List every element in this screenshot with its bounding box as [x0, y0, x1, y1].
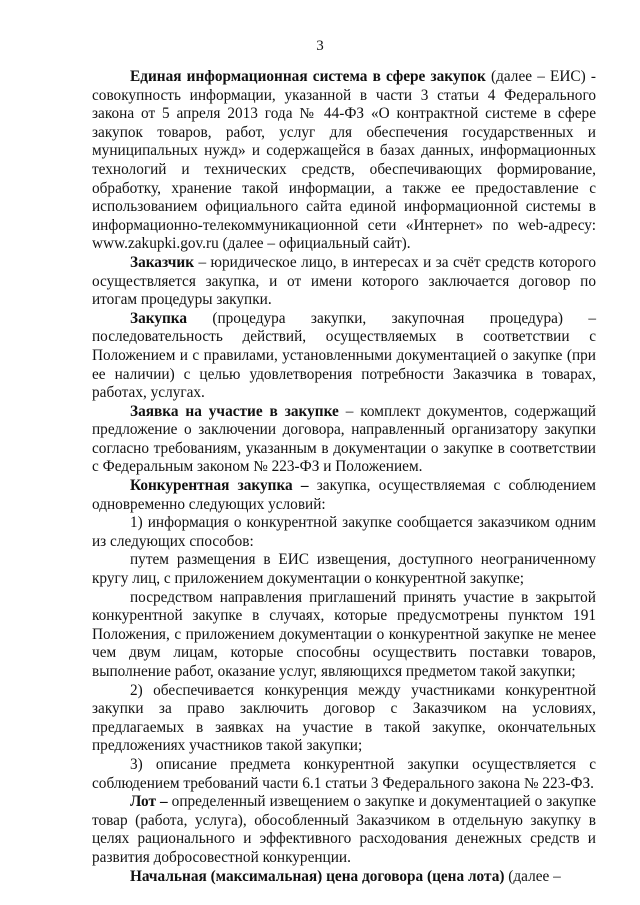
- term: Конкурентная закупка –: [130, 477, 309, 495]
- list-paragraph: [92, 551, 596, 588]
- paragraph-text: 2) обеспечивается конкуренция между участниками конкурентной закупки за право заключить договор с Заказчиком на условиях, предлагаемых в заявках на участие в такой закупке, окончательных предложениях участников такой закупки;: [92, 681, 596, 755]
- term: Лот –: [130, 793, 168, 811]
- document-body: [92, 68, 596, 886]
- page-number: 3: [316, 38, 324, 54]
- paragraph-text: путем размещения в ЕИС извещения, доступного неограниченному кругу лиц, с приложением документации о конкурентной закупке;: [92, 551, 596, 588]
- term: Закупка: [130, 309, 188, 327]
- definition-paragraph-customer: [92, 254, 596, 310]
- paragraph-text: 1) информация о конкурентной закупке сообщается заказчиком одним из следующих способов:: [92, 514, 596, 550]
- term: Заявка на участие в закупке: [130, 402, 339, 420]
- definition-text: – комплект документов, содержащий предложение о заключении договора, направленный организатору закупки согласно требованиям, указанным в документации о закупке в соответствии с Федеральным законом № 223-ФЗ и Положением.: [92, 402, 596, 476]
- definition-text: определенный извещением о закупке и документацией о закупке товар (работа, услуга), обособленный Заказчиком в отдельную закупку в целях рационального и эффективного расходования денежных средств и развития добросовестной конкуренции.: [92, 793, 596, 866]
- definition-paragraph-competitive: [92, 477, 596, 514]
- term: Единая информационная система в сфере закупок: [130, 68, 486, 85]
- definition-text: (далее – ЕИС) - совокупность информации, указанной в части 3 статьи 4 Федерального закона от 5 апреля 2013 года № 44-ФЗ «О контрактной системе в сфере закупок товаров, работ, услуг для обеспечения государственных и муниципальных нужд» и содержащейся в базах данных, информационных технологий и технических средств, обеспечивающих формирование, обработку, хранение такой информации, а также ее предоставление с использованием официального сайта единой информационной системы в информационно-телекоммуникационной сети «Интернет» по web-адресу: www.zakupki.gov.ru (далее – официальный сайт).: [92, 68, 596, 253]
- definition-text: закупка, осуществляемая с соблюдением одновременно следующих условий:: [92, 477, 596, 513]
- list-paragraph: [92, 514, 596, 551]
- definition-paragraph-initial-price: [92, 868, 596, 887]
- definition-paragraph-lot: [92, 793, 596, 867]
- definition-paragraph-procurement: [92, 310, 596, 403]
- paragraph-text: 3) описание предмета конкурентной закупки осуществляется с соблюдением требований части 6.1 статьи 3 Федерального закона № 223-ФЗ.: [92, 755, 596, 792]
- term: Заказчик: [130, 253, 195, 271]
- term: Начальная (максимальная) цена договора (цена лота): [130, 867, 505, 885]
- definition-paragraph-eis: [92, 68, 596, 254]
- definition-text: (процедура закупки, закупочная процедура) – последовательность действий, осуществляемых в соответствии с Положением и с правилами, установленными документацией о закупке (при ее наличии) с целью удовлетворения потребности Заказчика в товарах, работах, услугах.: [92, 309, 596, 402]
- definition-text: (далее –: [504, 867, 561, 885]
- paragraph-text: посредством направления приглашений принять участие в закрытой конкурентной закупке в случаях, которые предусмотрены пунктом 191 Положения, с приложением документации о конкурентной закупке не менее чем двум лицам, которые способны осуществить поставки товаров, выполнение работ, оказание услуг, являющихся предметом такой закупки;: [92, 588, 596, 680]
- definition-paragraph-application: [92, 403, 596, 477]
- definition-text: – юридическое лицо, в интересах и за счёт средств которого осуществляется закупка, и от имени которого заключается договор по итогам процедуры закупки.: [92, 253, 596, 309]
- list-paragraph: [92, 589, 596, 682]
- list-paragraph: [92, 756, 596, 793]
- list-paragraph: [92, 682, 596, 756]
